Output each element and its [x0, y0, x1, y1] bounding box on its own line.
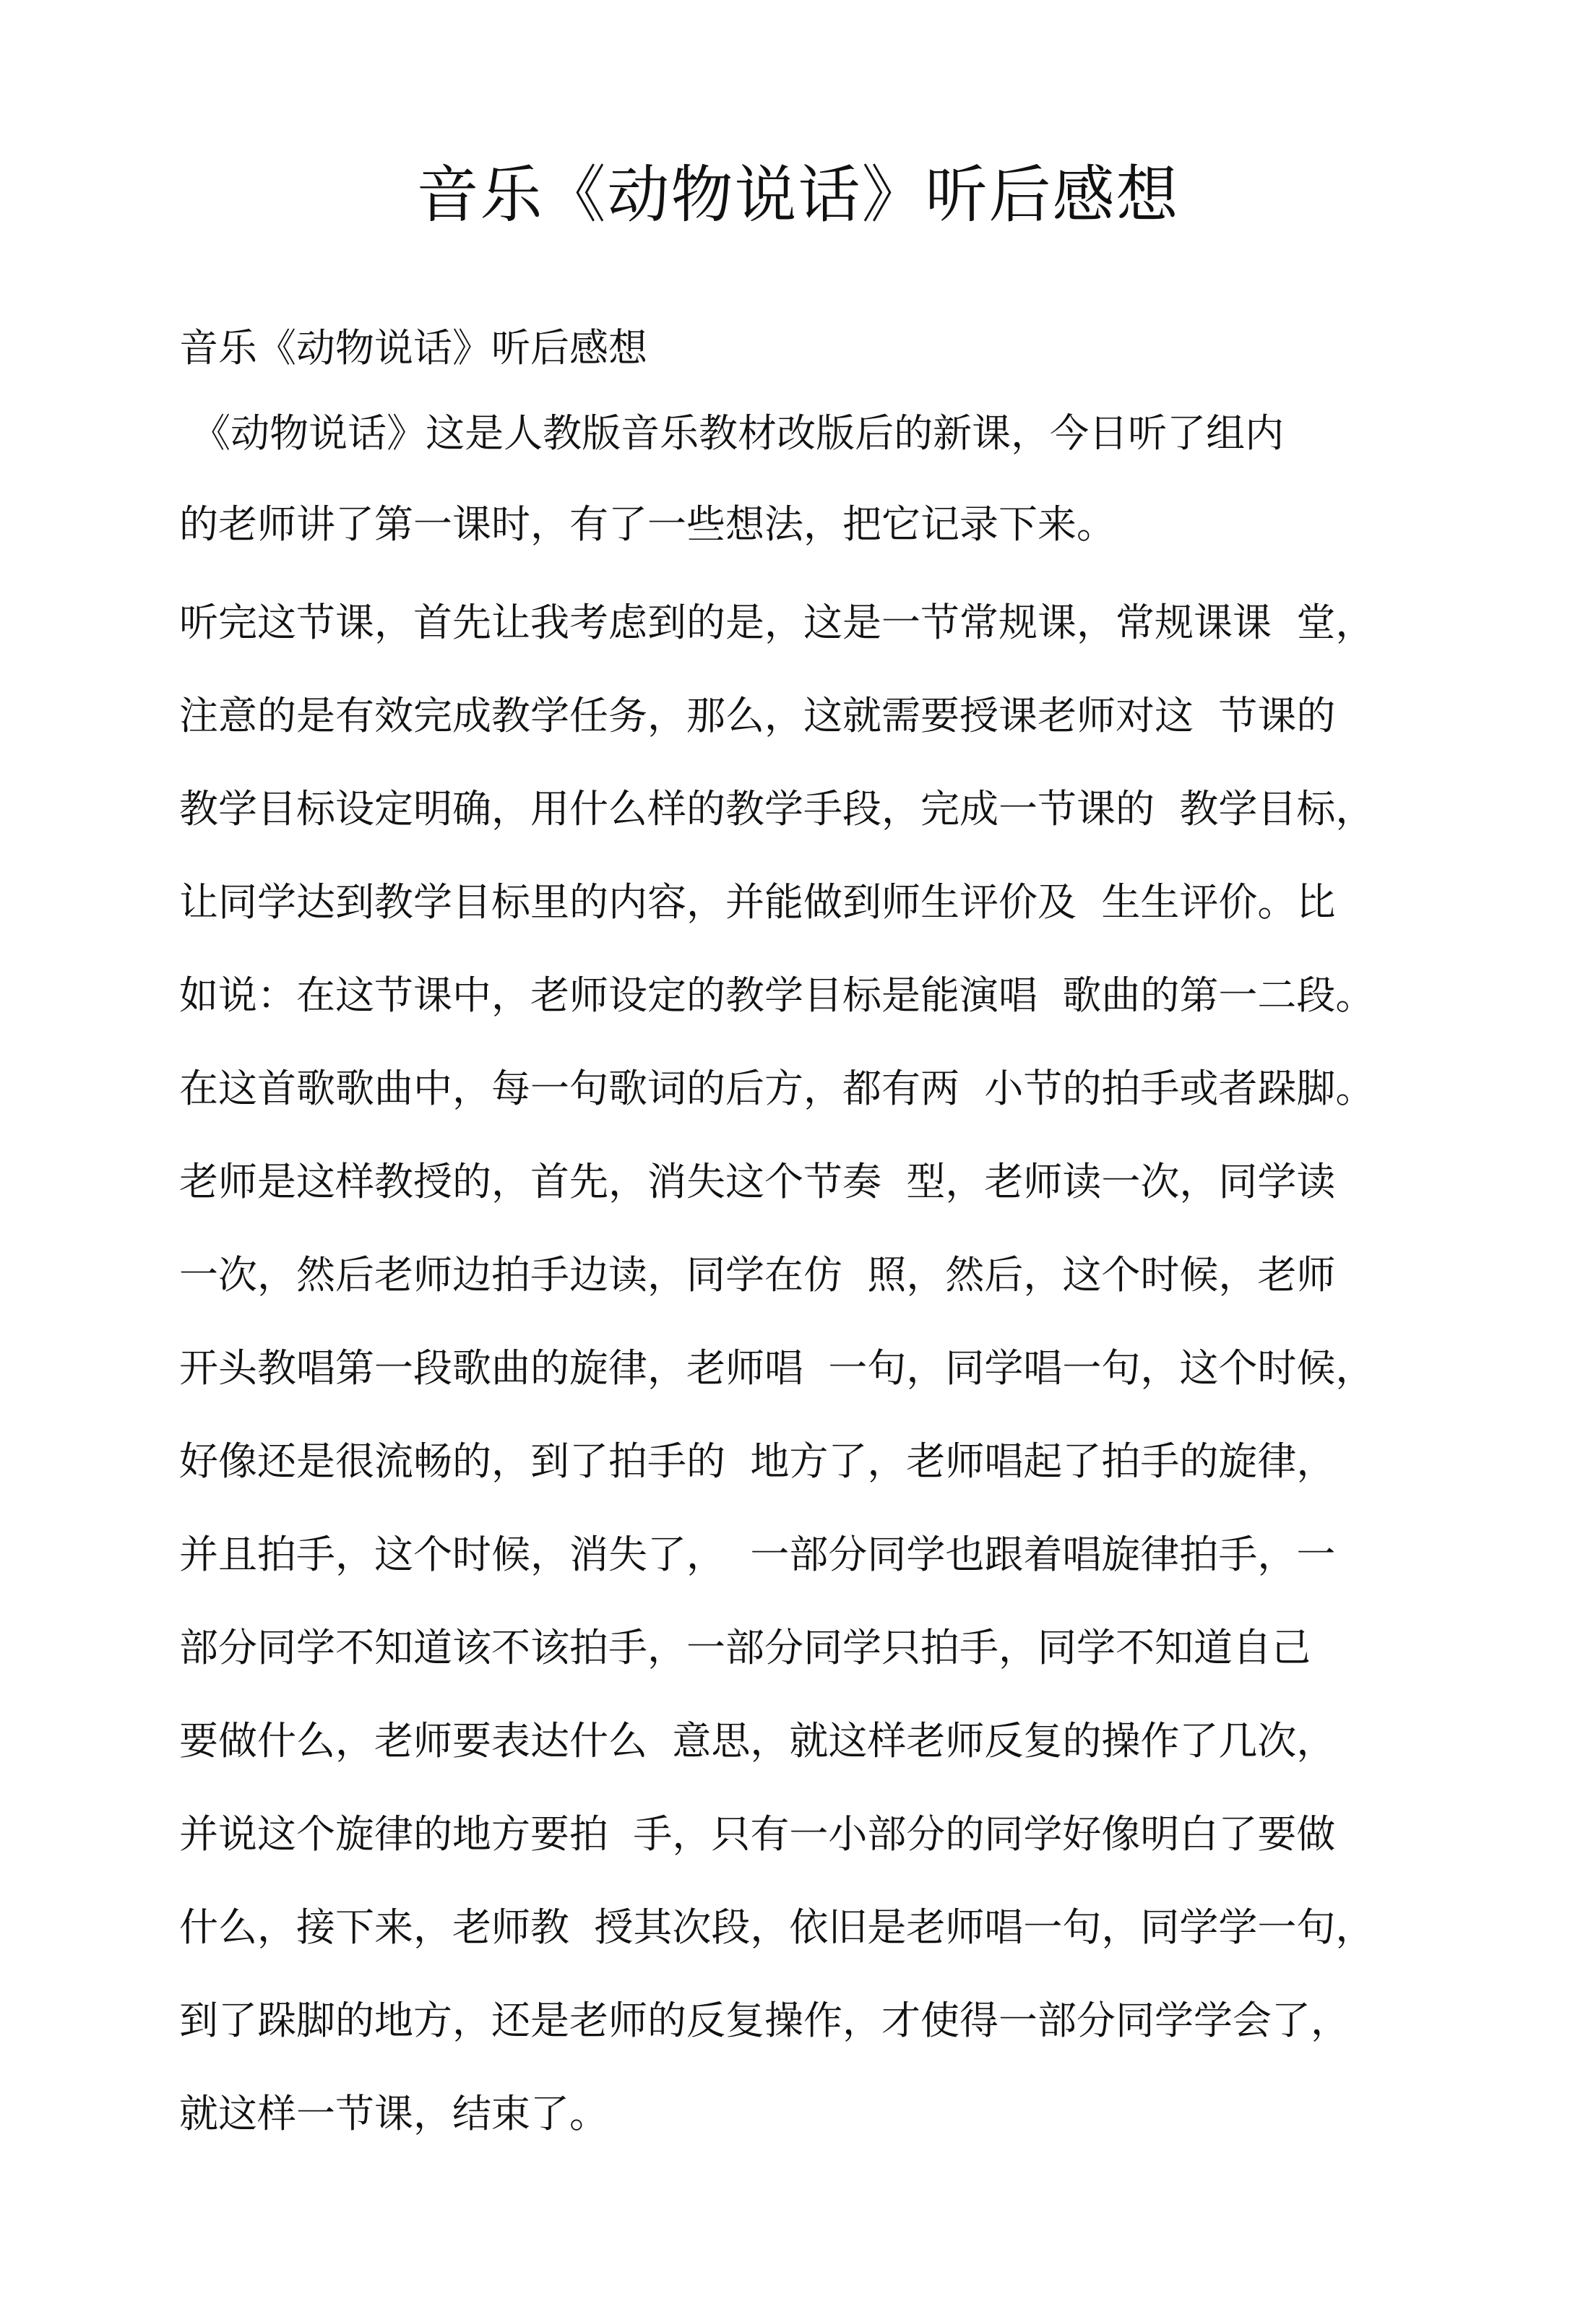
body-line-19: 就这样一节课，结束了。 — [179, 2091, 608, 2136]
body-line-11: 开头教唱第一段歌曲的旋律，老师唱 一句，同学唱一句，这个时候， — [179, 1345, 1375, 1391]
body-line-4: 注意的是有效完成教学任务，那么，这就需要授课老师对这 节课的 — [179, 693, 1336, 738]
body-line-3: 听完这节课，首先让我考虑到的是，这是一节常规课，常规课课 堂， — [179, 600, 1375, 645]
body-line-10: 一次，然后老师边拍手边读，同学在仿 照，然后，这个时候，老师 — [179, 1252, 1336, 1298]
body-line-9: 老师是这样教授的，首先，消失这个节奏 型，老师读一次，同学读 — [179, 1159, 1336, 1204]
body-line-16: 并说这个旋律的地方要拍 手，只有一小部分的同学好像明白了要做 — [179, 1811, 1336, 1857]
body-line-17: 什么，接下来，老师教 授其次段，依旧是老师唱一句，同学学一句， — [179, 1904, 1375, 1950]
body-line-15: 要做什么，老师要表达什么 意思，就这样老师反复的操作了几次， — [179, 1718, 1336, 1764]
body-line-12: 好像还是很流畅的，到了拍手的 地方了，老师唱起了拍手的旋律， — [179, 1438, 1336, 1484]
body-line-18: 到了跺脚的地方，还是老师的反复操作，才使得一部分同学学会了， — [179, 1998, 1350, 2043]
body-line-7: 如说：在这节课中，老师设定的教学目标是能演唱 歌曲的第一二段。 — [179, 972, 1375, 1018]
document-subtitle: 音乐《动物说话》听后感想 — [179, 325, 647, 371]
body-line-6: 让同学达到教学目标里的内容，并能做到师生评价及 生生评价。比 — [179, 879, 1336, 925]
document-title: 音乐《动物说话》听后感想 — [416, 159, 1180, 231]
body-line-5: 教学目标设定明确，用什么样的教学手段，完成一节课的 教学目标， — [179, 786, 1375, 832]
body-line-13: 并且拍手，这个时候，消失了， 一部分同学也跟着唱旋律拍手，一 — [179, 1532, 1336, 1577]
body-line-14: 部分同学不知道该不该拍手，一部分同学只拍手，同学不知道自己 — [179, 1625, 1311, 1670]
body-line-2: 的老师讲了第一课时，有了一些想法，把它记录下来。 — [179, 501, 1116, 547]
body-line-1: 《动物说话》这是人教版音乐教材改版后的新课，今日听了组内 — [179, 410, 1285, 456]
body-line-8: 在这首歌歌曲中，每一句歌词的后方，都有两 小节的拍手或者跺脚。 — [179, 1066, 1375, 1111]
